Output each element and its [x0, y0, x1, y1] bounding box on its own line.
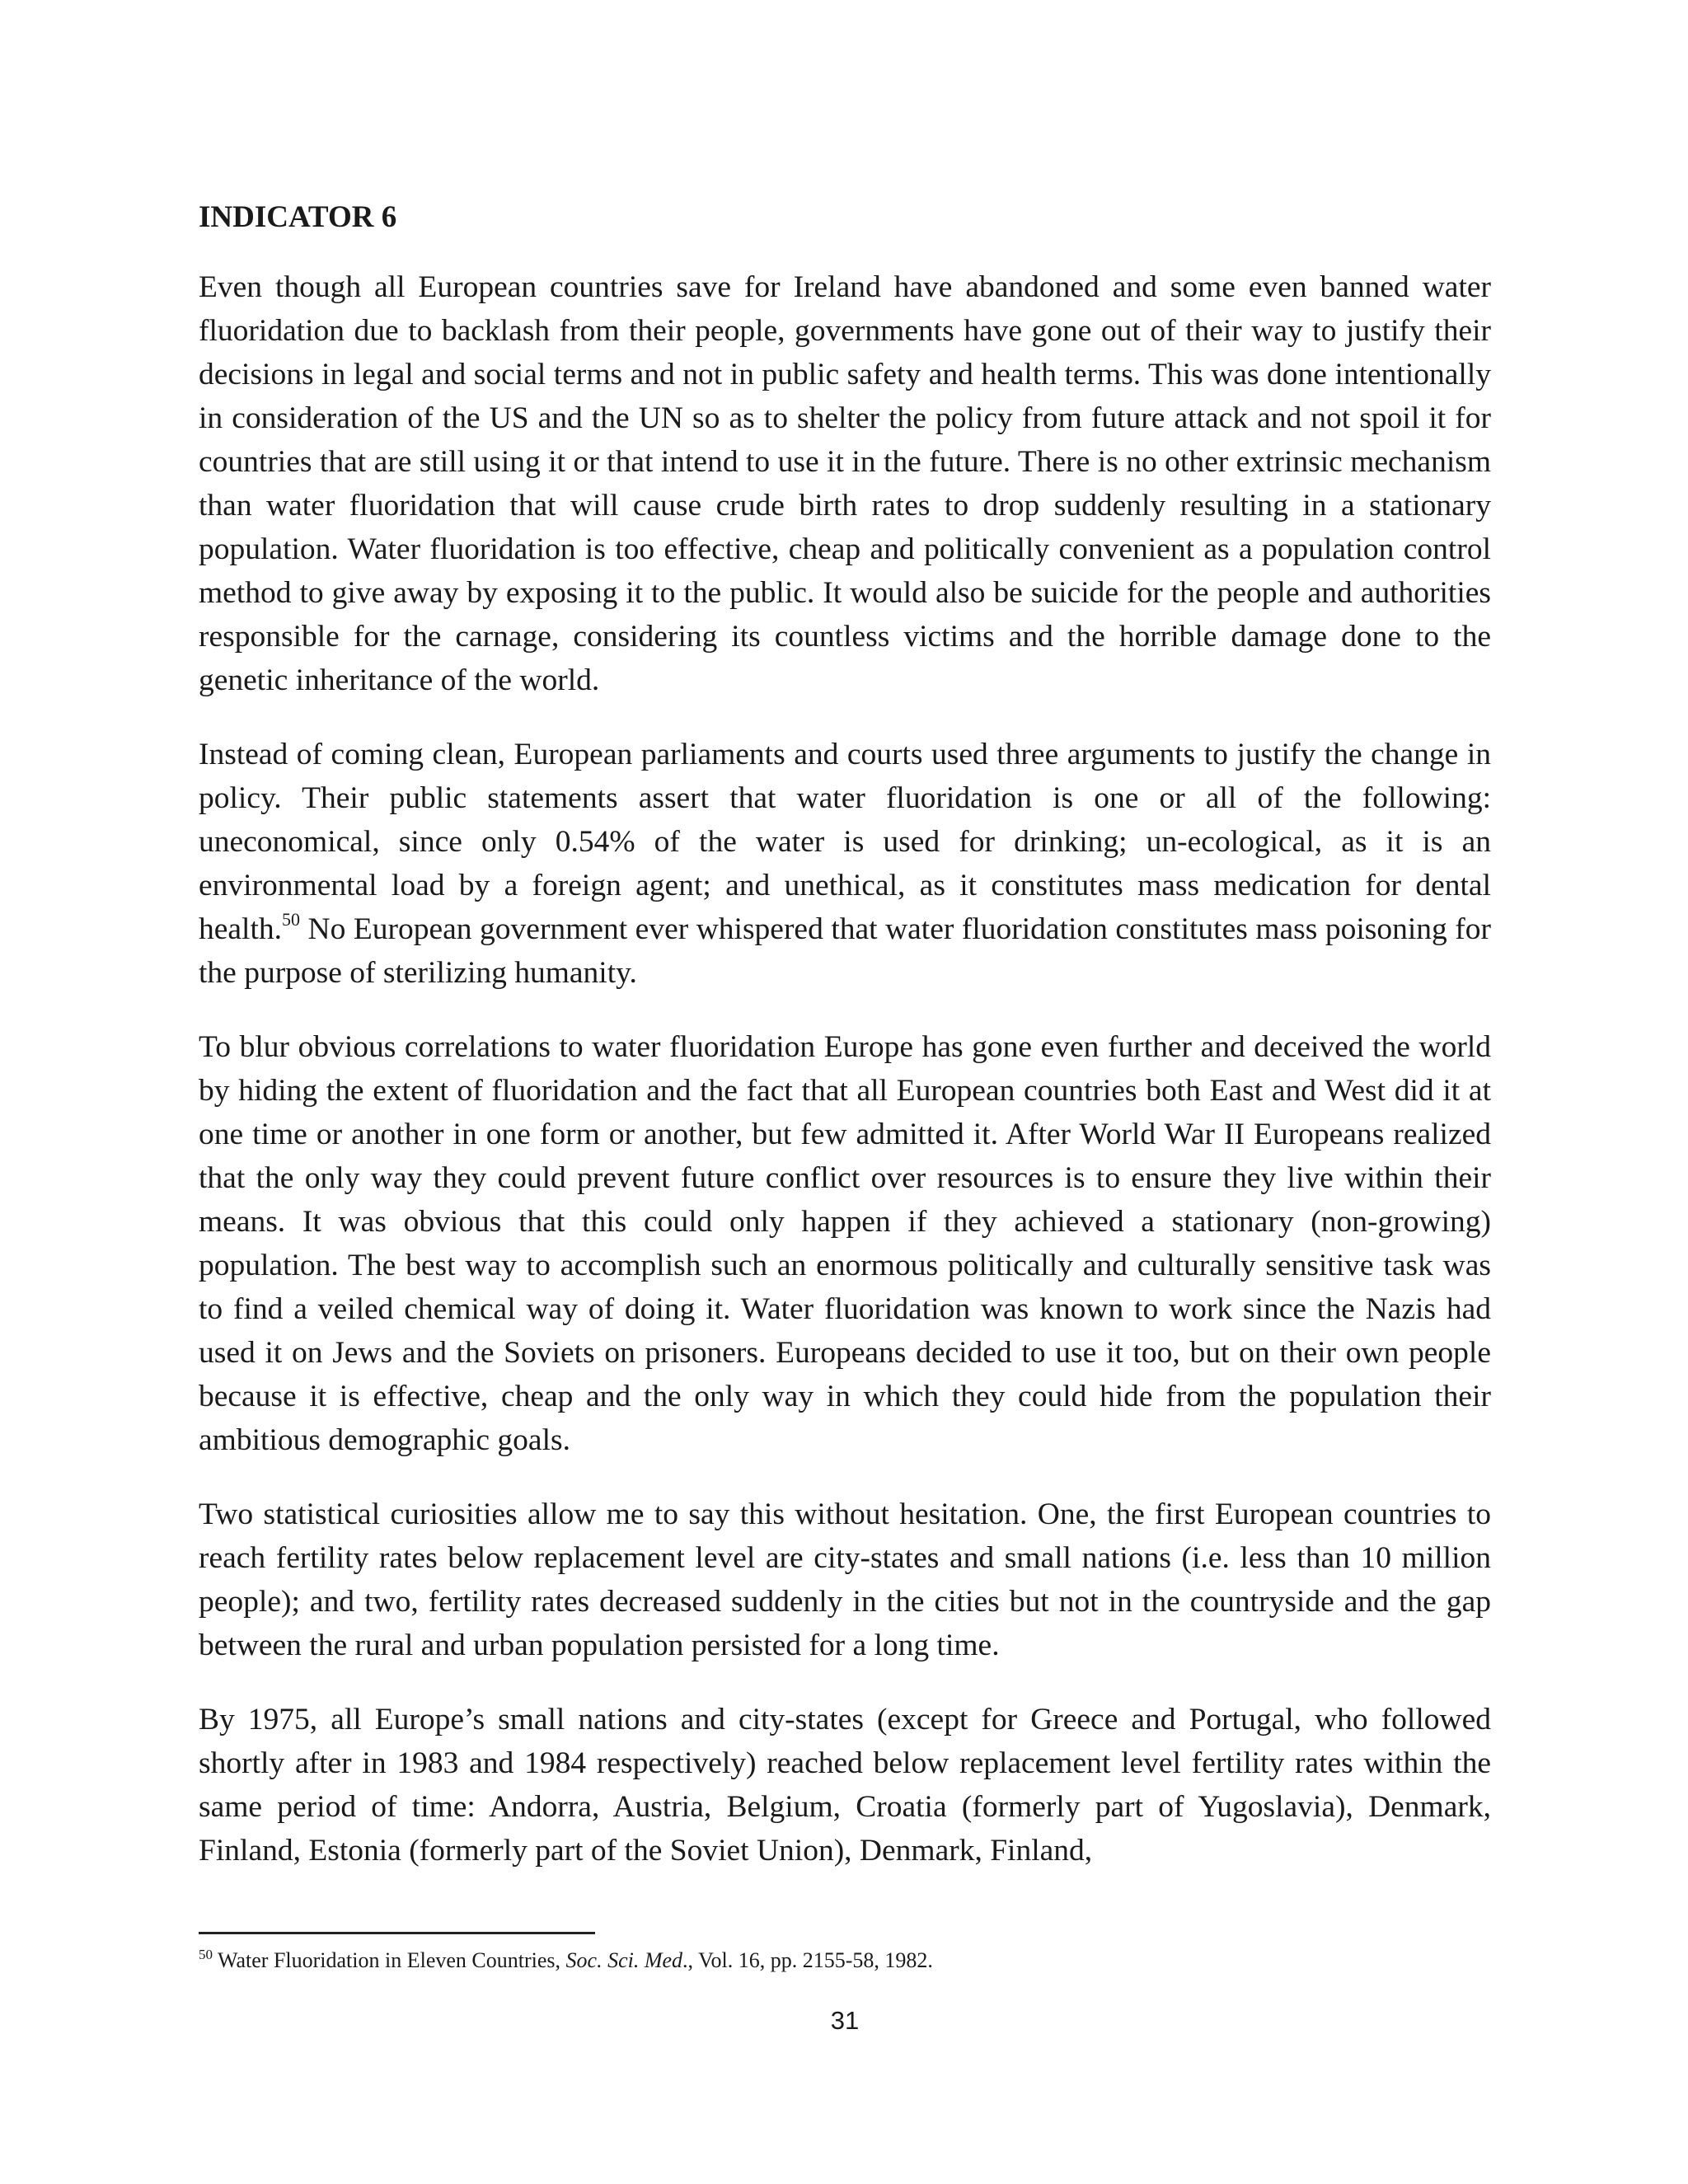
footnote-ref-50[interactable]: 50	[282, 909, 301, 930]
section-heading: INDICATOR 6	[199, 200, 397, 234]
paragraph-3: To blur obvious correlations to water fluoridation Europe has gone even further and deceived the world by hiding the extent of fluoridation and the fact that all European countries both East and West did it at one time or another in one form or another, but few admitted it. After World War II Europeans realized that the only way they could prevent future conflict over resources is to ensure they live within their means. It was obvious that this could only happen if they achieved a stationary (non-growing) population. The best way to accomplish such an enormous politically and culturally sensitive task was to find a veiled chemical way of doing it. Water fluoridation was known to work since the Nazis had used it on Jews and the Soviets on prisoners. Europeans decided to use it too, but on their own people because it is effective, cheap and the only way in which they could hide from the population their ambitious demographic goals.	[199, 1030, 1491, 1457]
document-page	[199, 0, 1491, 2184]
paragraph-2-text-after-ref: No European government ever whispered that water fluoridation constitutes mass poisoning for the purpose of sterilizing humanity.	[199, 912, 1491, 990]
footnote-number: 50	[199, 1947, 213, 1962]
paragraph-2	[199, 733, 1491, 995]
body-text	[199, 265, 1491, 1872]
page-number: 31	[830, 2006, 860, 2035]
footnote-50	[199, 1947, 1491, 1975]
footnote-text-before-italic: Water Fluoridation in Eleven Countries,	[213, 1948, 566, 1972]
footnote-divider	[199, 1932, 595, 1934]
footnote-journal-title: Soc. Sci. Med	[565, 1948, 683, 1972]
paragraph-5: By 1975, all Europe’s small nations and city-states (except for Greece and Portugal, who followed shortly after in 1983 and 1984 respectively) reached below replacement level fertility rates within the same period of time: Andorra, Austria, Belgium, Croatia (formerly part of Yugoslavia), Denmark, Finland, Estonia (formerly part of the Soviet Union), Denmark, Finland,	[199, 1703, 1491, 1868]
footnote-text-after-italic: ., Vol. 16, pp. 2155-58, 1982.	[682, 1948, 933, 1972]
paragraph-1: Even though all European countries save for Ireland have abandoned and some even banned water fluoridation due to backlash from their people, governments have gone out of their way to justify their decisions in legal and social terms and not in public safety and health terms. This was done intentionally in consideration of the US and the UN so as to shelter the policy from future attack and not spoil it for countries that are still using it or that intend to use it in the future. There is no other extrinsic mechanism than water fluoridation that will cause crude birth rates to drop suddenly resulting in a stationary population. Water fluoridation is too effective, cheap and politically convenient as a population control method to give away by exposing it to the public. It would also be suicide for the people and authorities responsible for the carnage, considering its countless victims and the horrible damage done to the genetic inheritance of the world.	[199, 270, 1491, 697]
paragraph-2-text-before-ref: Instead of coming clean, European parliaments and courts used three arguments to justify the change in policy. Their public statements assert that water fluoridation is one or all of the following: uneconomical, since only 0.54% of the water is used for drinking; un-ecological, as it is an environmental load by a foreign agent; and unethical, as it constitutes mass medication for dental health.	[199, 738, 1491, 946]
paragraph-4: Two statistical curiosities allow me to say this without hesitation. One, the first European countries to reach fertility rates below replacement level are city-states and small nations (i.e. less than 10 million people); and two, fertility rates decreased suddenly in the cities but not in the countryside and the gap between the rural and urban population persisted for a long time.	[199, 1497, 1491, 1662]
